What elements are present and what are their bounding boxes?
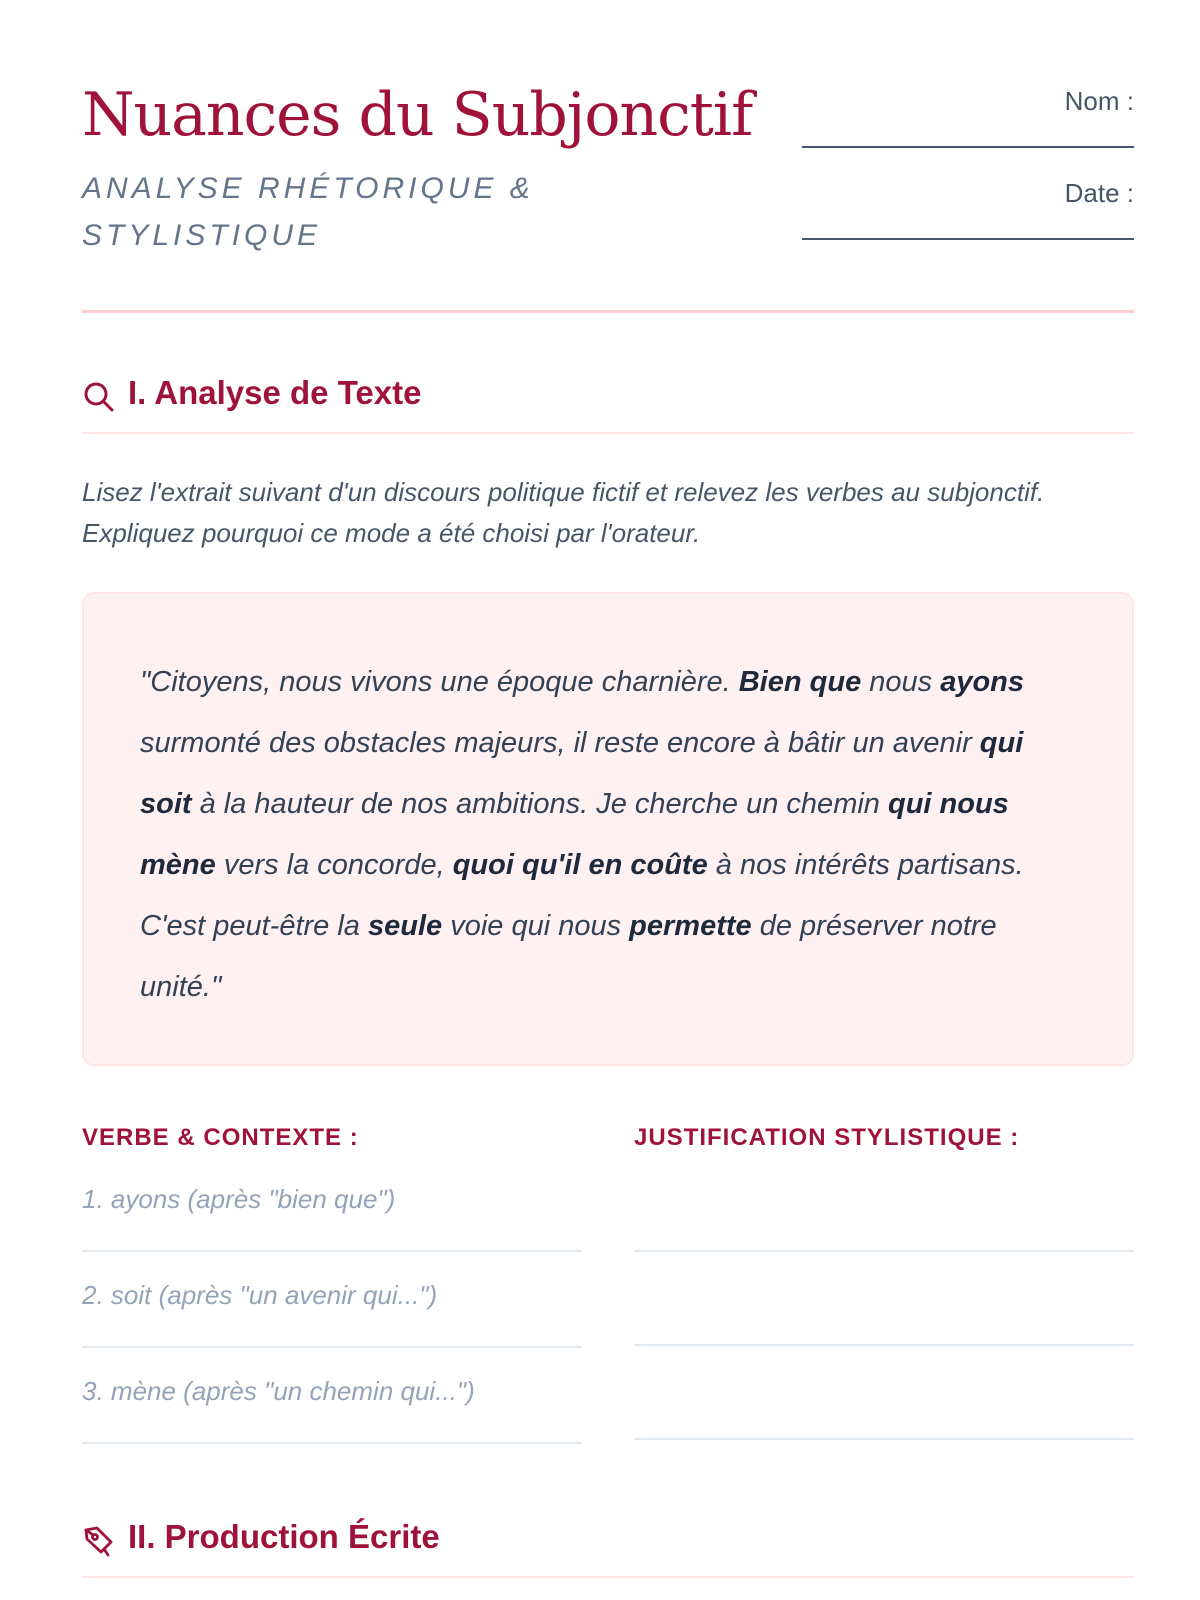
quote-subjunctive-highlight: Bien que bbox=[738, 666, 862, 698]
quote-subjunctive-highlight: qui soit bbox=[140, 727, 1024, 820]
quote-segment: vers la concorde, bbox=[215, 849, 453, 881]
page-title: Nuances du Subjonctif bbox=[82, 80, 753, 150]
quote-segment: à nos intérêts partisans. C'est peut-être la bbox=[140, 849, 1024, 942]
column-justification-header: JUSTIFICATION STYLISTIQUE : bbox=[634, 1124, 1020, 1151]
quote-segment: voie qui nous bbox=[442, 910, 630, 942]
date-label: Date : bbox=[1064, 178, 1134, 208]
section-production-title: II. Production Écrite bbox=[128, 1518, 440, 1555]
quote-segment: surmonté des obstacles majeurs, il reste encore à bâtir un avenir bbox=[140, 727, 980, 759]
quote-segment: de préserver notre unité." bbox=[140, 910, 997, 1003]
search-icon bbox=[82, 380, 116, 414]
quote-segment: "Citoyens, nous vivons une époque charnière. bbox=[140, 666, 739, 698]
justification-line[interactable] bbox=[634, 1438, 1134, 1440]
quote-subjunctive-highlight: seule bbox=[367, 910, 443, 942]
quote-segment: à la hauteur de nos ambitions. Je cherche un chemin bbox=[191, 788, 888, 820]
quote-subjunctive-highlight: ayons bbox=[940, 666, 1025, 698]
justification-line[interactable] bbox=[634, 1344, 1134, 1346]
section-analyse-heading bbox=[82, 374, 1134, 434]
section-production-heading bbox=[82, 1518, 1134, 1578]
answer-text: 2. soit (après "un avenir qui...") bbox=[82, 1280, 438, 1310]
header-divider bbox=[82, 310, 1134, 313]
worksheet-page bbox=[82, 0, 1134, 1600]
name-input-line[interactable] bbox=[802, 146, 1134, 148]
date-input-line[interactable] bbox=[802, 238, 1134, 240]
page-subtitle: ANALYSE RHÉTORIQUE & STYLISTIQUE bbox=[82, 172, 534, 252]
answer-row[interactable] bbox=[82, 1252, 582, 1348]
quote-segment: nous bbox=[861, 666, 941, 698]
answer-text: 1. ayons (après "bien que") bbox=[82, 1184, 396, 1214]
section-analyse-title: I. Analyse de Texte bbox=[128, 374, 422, 411]
instructions-text: Lisez l'extrait suivant d'un discours politique fictif et relevez les verbes au subjonctif. Expliquez pourquoi ce mode a été choisi par l'orateur. bbox=[82, 477, 1045, 548]
quote-subjunctive-highlight: permette bbox=[629, 910, 752, 942]
justification-line[interactable] bbox=[634, 1250, 1134, 1252]
quote-box bbox=[82, 592, 1134, 1066]
student-fields bbox=[794, 86, 1134, 270]
name-label: Nom : bbox=[1064, 86, 1134, 116]
answer-row[interactable] bbox=[82, 1348, 582, 1444]
column-verb-header: VERBE & CONTEXTE : bbox=[82, 1124, 359, 1151]
answer-row[interactable] bbox=[82, 1156, 582, 1252]
answer-text: 3. mène (après "un chemin qui...") bbox=[82, 1376, 475, 1406]
quote-subjunctive-highlight: qui nous mène bbox=[140, 788, 1009, 881]
quote-text bbox=[140, 652, 1078, 1018]
pen-nib-icon bbox=[82, 1524, 116, 1558]
quote-subjunctive-highlight: quoi qu'il en coûte bbox=[452, 849, 708, 881]
